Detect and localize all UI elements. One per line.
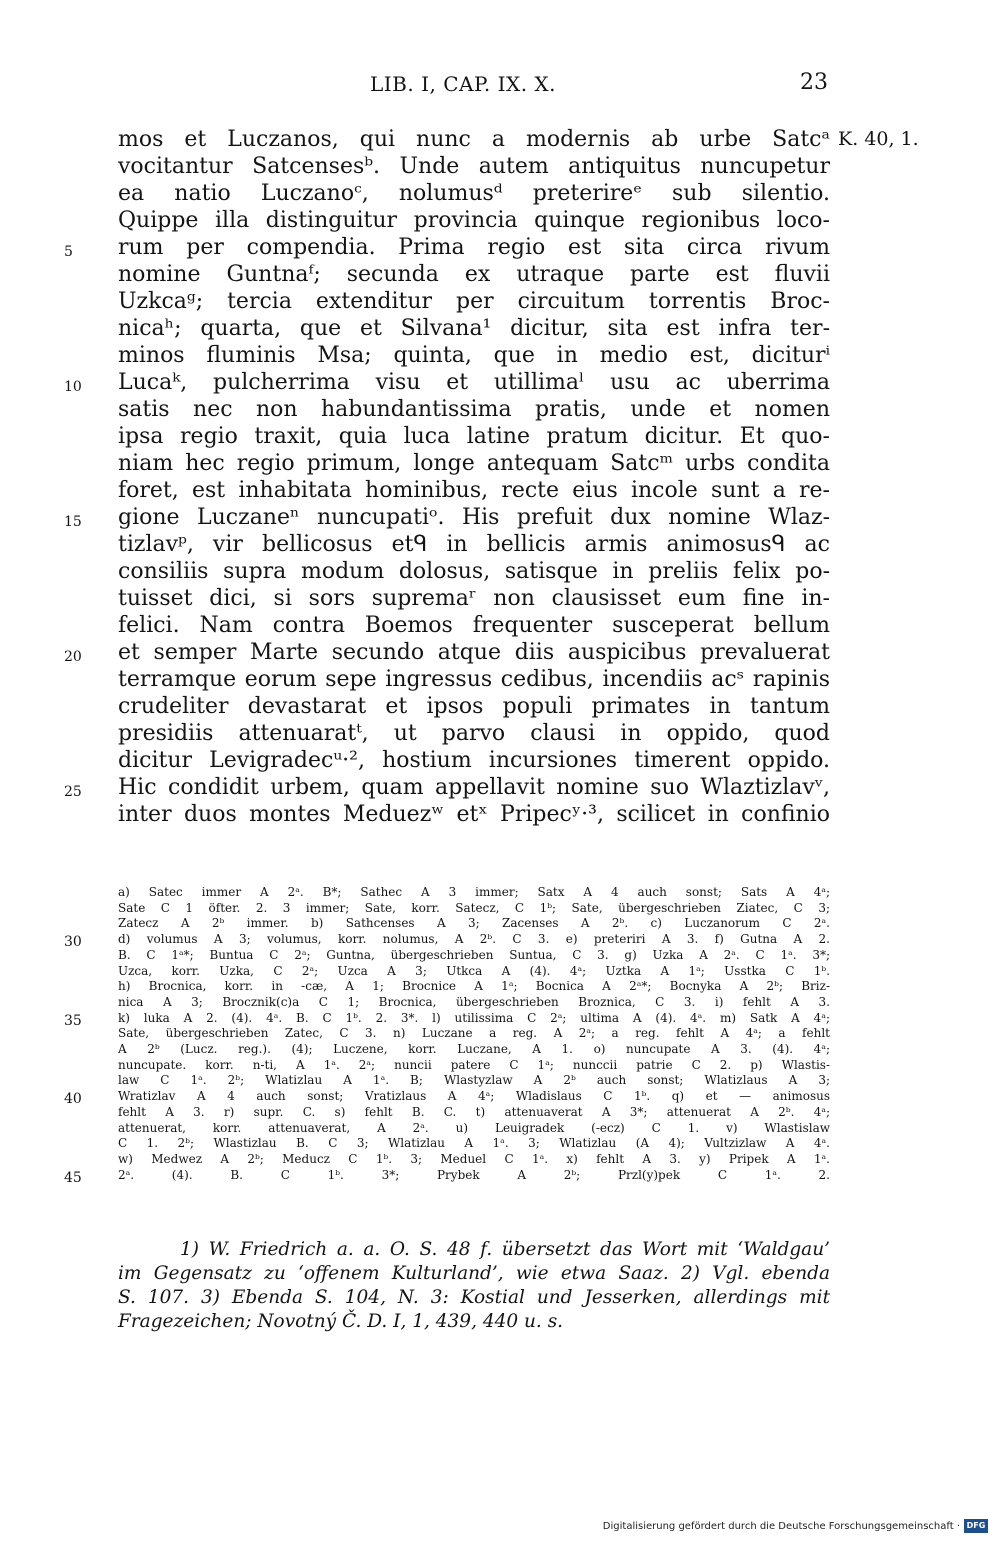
apparatus-line: fehlt A 3. r) supr. C. s) fehlt B. C. t) attenuaverat A 3*; attenuerat A 2ᵇ. 4ᵃ;: [118, 1104, 830, 1119]
text-line: nomine Guntnaᶠ; secunda ex utraque parte est fluvii: [118, 262, 830, 287]
dfg-logo: DFG: [964, 1519, 988, 1533]
text-line: tuisset dici, si sors supremaʳ non clausisset eum fine in-: [118, 586, 830, 611]
text-line: tizlavᵖ, vir bellicosus etᑫ in bellicis armis animosusᑫ ac: [118, 532, 830, 557]
apparatus-line: B. C 1ᵃ*; Buntua C 2ᵃ; Guntna, übergeschrieben Suntua, C 3. g) Uzka A 2ᵃ. C 1ᵃ. 3*;: [118, 947, 830, 962]
line-number: 15: [64, 514, 82, 530]
text-line: Uzkcaᵍ; tercia extenditur per circuitum torrentis Broc-: [118, 289, 830, 314]
line-number: 40: [64, 1091, 82, 1107]
text-line: dicitur Levigradecᵘ·², hostium incursiones timerent oppido.: [118, 748, 830, 773]
text-line: presidiis attenuaratᵗ, ut parvo clausi in oppido, quod: [118, 721, 830, 746]
text-line: terramque eorum sepe ingressus cedibus, incendiis acˢ rapinis: [118, 667, 830, 692]
apparatus-line: nica A 3; Brocznik(c)a C 1; Brocnica, übergeschrieben Broznica, C 3. i) fehlt A 3.: [118, 994, 830, 1009]
line-number: 35: [64, 1013, 82, 1029]
footnote-line: im Gegensatz zu ‘offenem Kulturland’, wie etwa Saaz. 2) Vgl. ebenda: [118, 1263, 830, 1284]
apparatus-line: Wratizlav A 4 auch sonst; Vratizlaus A 4ᵃ; Wladislaus C 1ᵇ. q) et — animosus: [118, 1089, 830, 1104]
line-number: 30: [64, 934, 82, 950]
apparatus-line: Zatecz A 2ᵇ immer. b) Sathcenses A 3; Zacenses A 2ᵇ. c) Luczanorum C 2ᵃ.: [118, 916, 830, 931]
footnote-line: S. 107. 3) Ebenda S. 104, N. 3: Kostial und Jesserken, allerdings mit: [118, 1287, 830, 1308]
text-line: satis nec non habundantissima pratis, unde et nomen: [118, 397, 830, 422]
text-line: rum per compendia. Prima regio est sita circa rivum: [118, 235, 830, 260]
line-number: 25: [64, 784, 82, 800]
footnote-line: Fragezeichen; Novotný Č. D. I, 1, 439, 440 u. s.: [118, 1311, 564, 1332]
text-line: crudeliter devastarat et ipsos populi primates in tantum: [118, 694, 830, 719]
text-line: et semper Marte secundo atque diis auspicibus prevaluerat: [118, 640, 830, 665]
apparatus-line: C 1. 2ᵇ; Wlastizlau B. C 3; Wlatizlau A 1ᵃ. 3; Wlatizlau (A 4); Vultzizlaw A 4ᵃ.: [118, 1136, 830, 1151]
text-line: foret, est inhabitata hominibus, recte eius incole sunt a re-: [118, 478, 830, 503]
text-line: Quippe illa distinguitur provincia quinque regionibus loco-: [118, 208, 830, 233]
marginal-reference: K. 40, 1.: [838, 128, 919, 150]
page-number: 23: [800, 70, 828, 95]
line-number: 5: [64, 244, 73, 260]
apparatus-line: Uzca, korr. Uzka, C 2ᵃ; Uzca A 3; Utkca A (4). 4ᵃ; Uztka A 1ᵃ; Usstka C 1ᵇ.: [118, 963, 830, 978]
apparatus-line: d) volumus A 3; volumus, korr. nolumus, A 2ᵇ. C 3. e) preteriri A 3. f) Gutna A 2.: [118, 932, 830, 947]
text-line: ea natio Luczanoᶜ, nolumusᵈ preterireᵉ sub silentio.: [118, 181, 830, 206]
line-number: 20: [64, 649, 82, 665]
apparatus-line: law C 1ᵃ. 2ᵇ; Wlatizlau A 1ᵃ. B; Wlastyzlaw A 2ᵇ auch sonst; Wlatizlaus A 3;: [118, 1073, 830, 1088]
text-line: Lucaᵏ, pulcherrima visu et utillimaˡ usu ac uberrima: [118, 370, 830, 395]
text-line: vocitantur Satcensesᵇ. Unde autem antiquitus nuncupetur: [118, 154, 830, 179]
text-line: niam hec regio primum, longe antequam Satcᵐ urbs condita: [118, 451, 830, 476]
apparatus-line: attenuerat, korr. attenuaverat, A 2ᵃ. u) Leuigradek (-ecz) C 1. v) Wlastislaw: [118, 1120, 830, 1135]
text-line: mos et Luczanos, qui nunc a modernis ab urbe Satcᵃ: [118, 127, 830, 152]
apparatus-line: w) Medwez A 2ᵇ; Meducz C 1ᵇ. 3; Meduel C 1ᵃ. x) fehlt A 3. y) Pripek A 1ᵃ.: [118, 1151, 830, 1166]
digitization-credit: Digitalisierung gefördert durch die Deutsche Forschungsgemeinschaft ·: [602, 1521, 960, 1532]
text-line: Hic condidit urbem, quam appellavit nomine suo Wlaztizlavᵛ,: [118, 775, 830, 800]
text-line: minos fluminis Msa; quinta, que in medio est, diciturⁱ: [118, 343, 830, 368]
text-line: ipsa regio traxit, quia luca latine pratum dicitur. Et quo-: [118, 424, 830, 449]
line-number: 10: [64, 379, 82, 395]
text-line: consiliis supra modum dolosus, satisque in preliis felix po-: [118, 559, 830, 584]
footnote-line: 1) W. Friedrich a. a. O. S. 48 f. übersetzt das Wort mit ‘Waldgau’: [180, 1239, 830, 1260]
text-line: nicaʰ; quarta, que et Silvana¹ dicitur, sita est infra ter-: [118, 316, 830, 341]
apparatus-line: nuncupate. korr. n-ti, A 1ᵃ. 2ᵃ; nuncii patere C 1ᵃ; nunccii patrie C 2. p) Wlastis-: [118, 1057, 830, 1072]
apparatus-line: Sate, übergeschrieben Zatec, C 3. n) Luczane a reg. A 2ᵃ; a reg. fehlt A 4ᵃ; a fehlt: [118, 1026, 830, 1041]
text-line: gione Luczaneⁿ nuncupatiᵒ. His prefuit dux nomine Wlaz-: [118, 505, 830, 530]
apparatus-line: Sate C 1 öfter. 2. 3 immer; Sate, korr. Satecz, C 1ᵇ; Sate, übergeschrieben Ziatec, C 3;: [118, 900, 830, 915]
apparatus-line: 2ᵃ. (4). B. C 1ᵇ. 3*; Prybek A 2ᵇ; Przl(y)pek C 1ᵃ. 2.: [118, 1167, 830, 1182]
running-header-title: LIB. I, CAP. IX. X.: [370, 72, 557, 96]
text-line: felici. Nam contra Boemos frequenter susceperat bellum: [118, 613, 830, 638]
apparatus-line: k) luka A 2. (4). 4ᵃ. B. C 1ᵇ. 2. 3*. l) utilissima C 2ᵃ; ultima A (4). 4ᵃ. m) Satk A 4ᵃ;: [118, 1010, 830, 1025]
apparatus-line: a) Satec immer A 2ᵃ. B*; Sathec A 3 immer; Satx A 4 auch sonst; Sats A 4ᵃ;: [118, 885, 830, 899]
line-number: 45: [64, 1170, 82, 1186]
text-line: inter duos montes Meduezʷ etˣ Pripecʸ·³, scilicet in confinio: [118, 802, 830, 827]
apparatus-line: A 2ᵇ (Lucz. reg.). (4); Luczene, korr. Luczane, A 1. o) nuncupate A 3. (4). 4ᵃ;: [118, 1042, 830, 1056]
apparatus-line: h) Brocnica, korr. in -cæ, A 1; Brocnice A 1ᵃ; Bocnica A 2ᵃ*; Bocnyka A 2ᵇ; Briz-: [118, 979, 830, 994]
